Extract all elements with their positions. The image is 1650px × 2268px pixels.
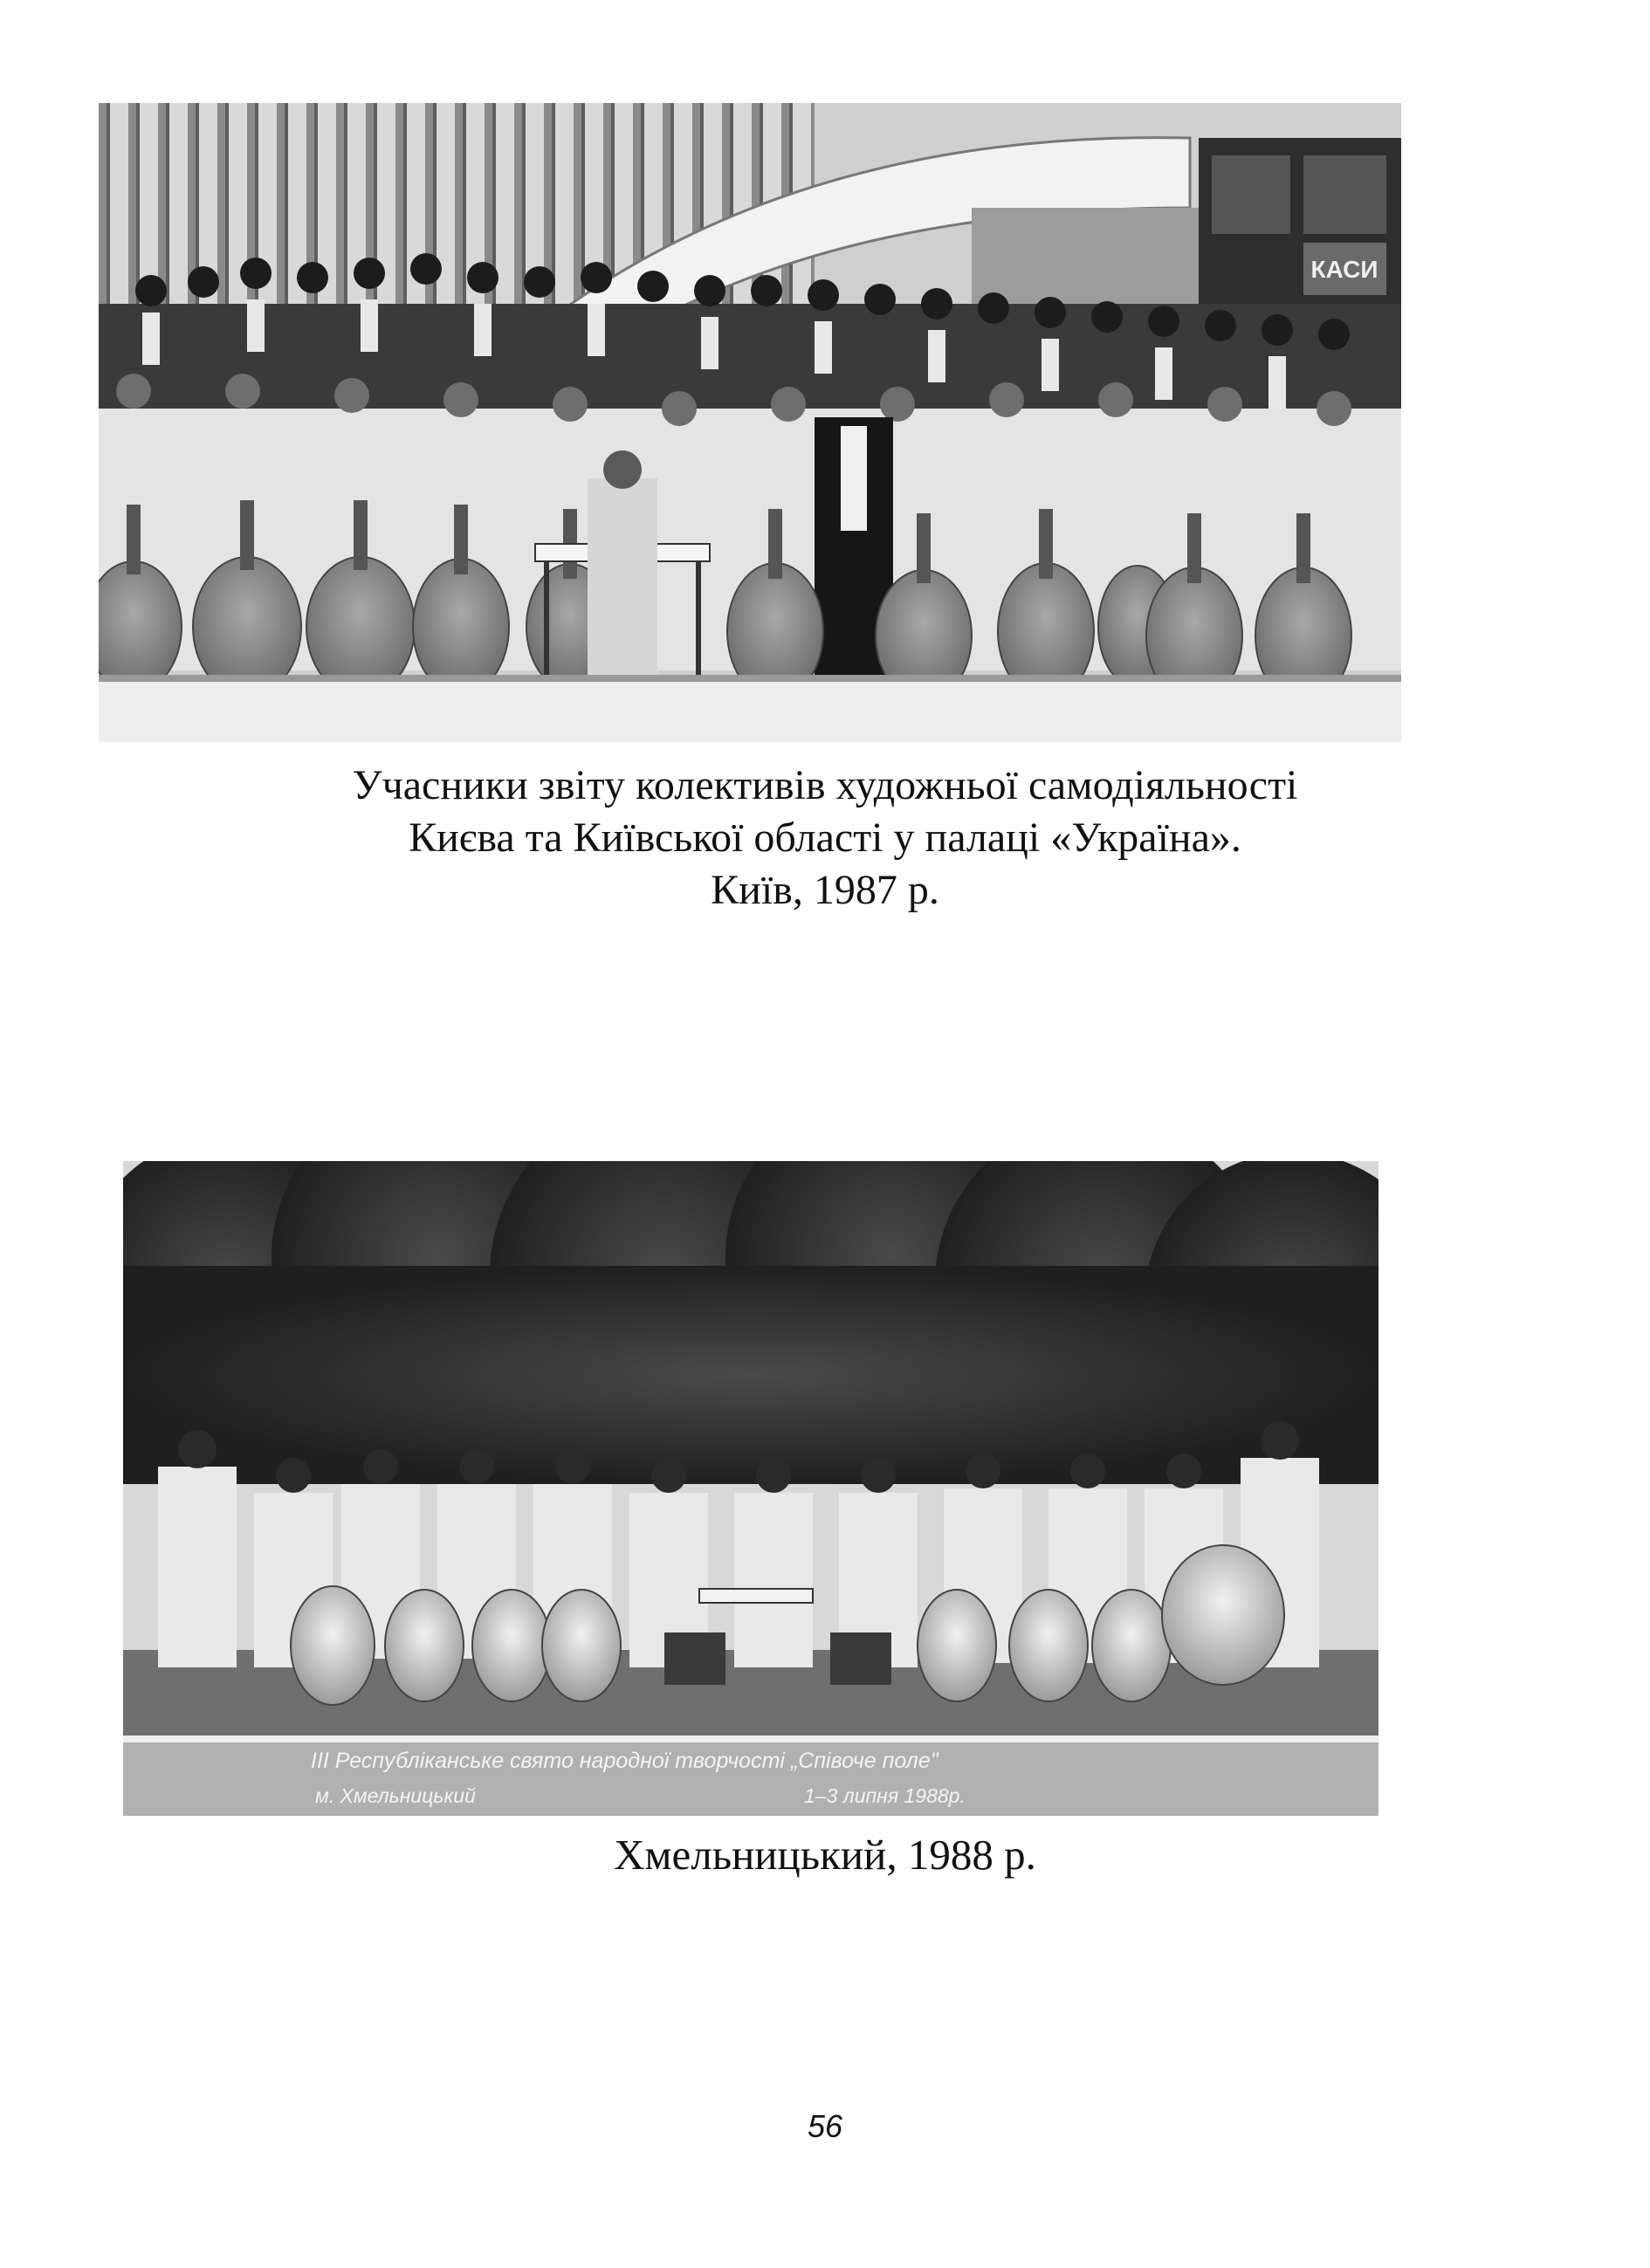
photo-inscription-line-1: III Республіканське свято народної творчості „Співоче поле" bbox=[311, 1749, 938, 1773]
ticket-office-sign: КАСИ bbox=[1310, 256, 1378, 283]
caption-top-line-2: Києва та Київської області у палаці «Україна». bbox=[409, 814, 1241, 861]
caption-top-line-3: Київ, 1987 р. bbox=[711, 867, 939, 913]
photo-inscription-line-2-right: 1–3 липня 1988р. bbox=[804, 1784, 966, 1807]
photo-khmelnytskyi-ensemble bbox=[123, 1161, 1378, 1816]
caption-top-photo bbox=[0, 759, 1650, 917]
caption-top-line-1: Учасники звіту колективів художньої самодіяльності bbox=[352, 762, 1298, 808]
page-number: 56 bbox=[807, 2108, 843, 2144]
photo-inscription-line-2-left: м. Хмельницький bbox=[315, 1784, 476, 1807]
photo-palace-ukraina-ensemble bbox=[99, 103, 1401, 742]
caption-bottom-photo: Хмельницький, 1988 р. bbox=[614, 1831, 1036, 1879]
